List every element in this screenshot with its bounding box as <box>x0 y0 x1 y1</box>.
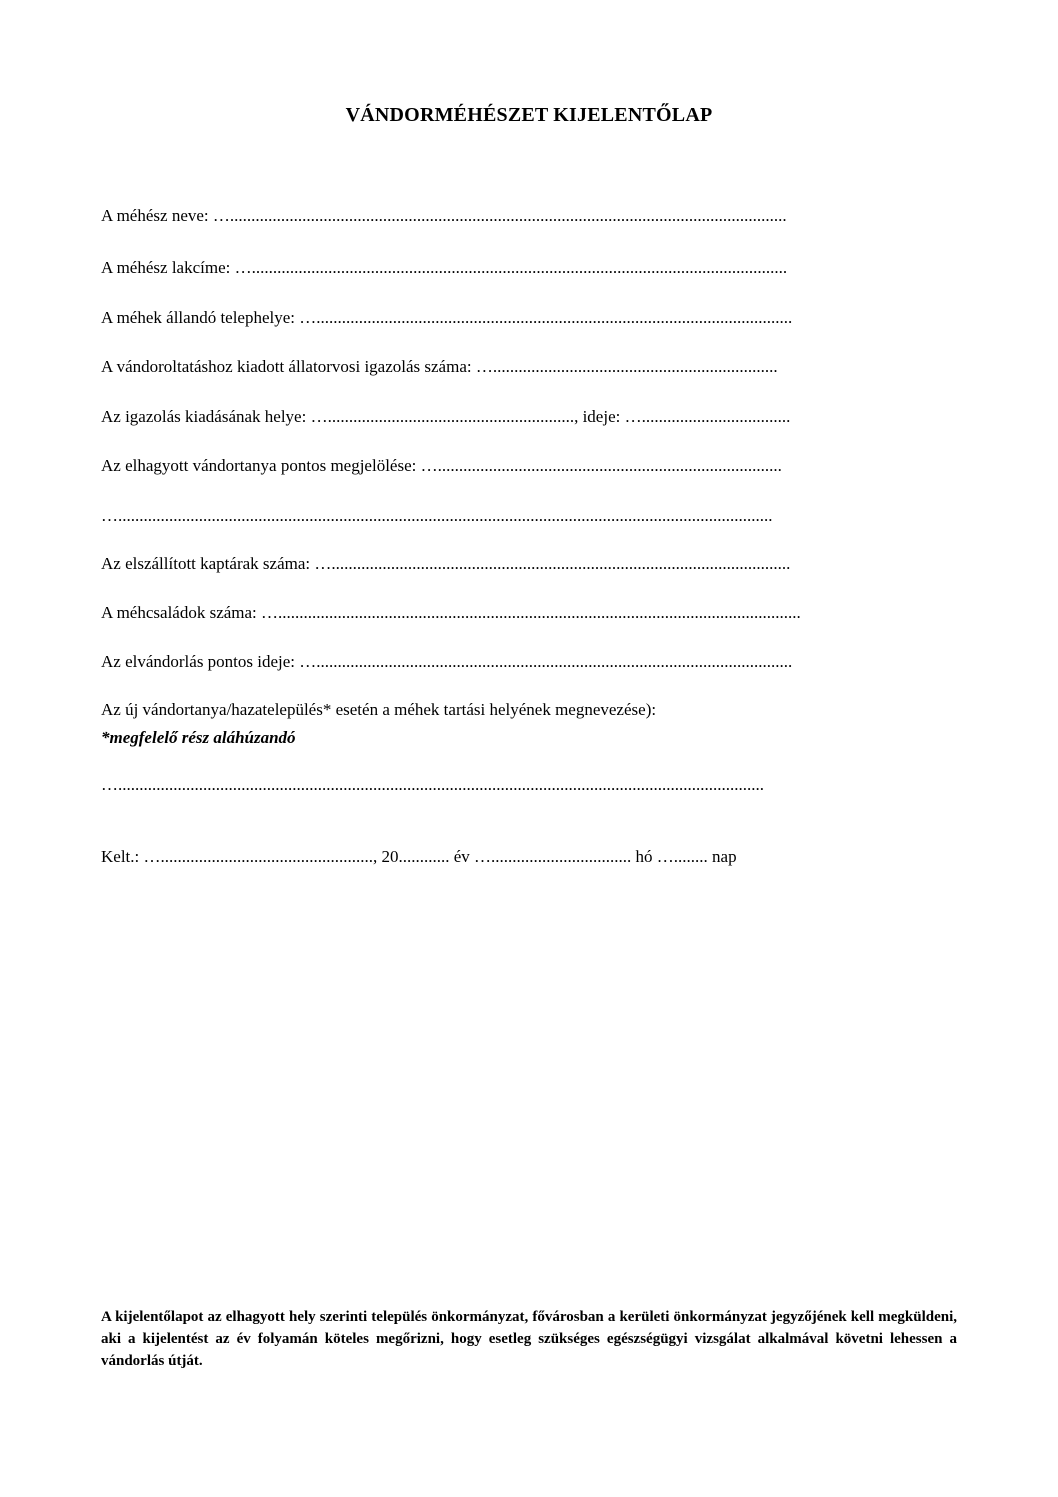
field-certificate-place-date: Az igazolás kiadásának helye: ….........................................................., ideje: …................................... <box>101 407 791 426</box>
field-abandoned-site: Az elhagyott vándortanya pontos megjelölése: …................................................................................. <box>101 456 782 475</box>
date-line: Kelt.: ….................................................., 20............ év …................................. hó …........ nap <box>101 847 737 866</box>
underline-note: *megfelelő rész aláhúzandó <box>101 728 296 747</box>
field-abandoned-site-continued: ….......................................................................................................................................................... <box>101 506 773 525</box>
page-title: VÁNDORMÉHÉSZET KIJELENTŐLAP <box>345 104 713 126</box>
field-new-site-blank: …........................................................................................................................................................ <box>101 775 764 794</box>
field-beekeeper-address: A méhész lakcíme: ….............................................................................................................................. <box>101 258 788 277</box>
field-permanent-site: A méhek állandó telephelye: …................................................................................................................ <box>101 308 793 327</box>
field-new-site: Az új vándortanya/hazatelepülés* esetén a méhek tartási helyének megnevezése): <box>101 700 657 719</box>
footer-instructions: A kijelentőlapot az elhagyott hely szerinti település önkormányzat, fővárosban a kerületi önkormányzat jegyzőjének kell megküldeni, aki a kijelentést az év folyamán köteles megőrizni, hogy esetleg szükséges egészségügyi vizsgálat alkalmával követni lehessen a vándorlás útját. <box>101 1309 957 1369</box>
field-hive-count: Az elszállított kaptárak száma: …............................................................................................................ <box>101 554 791 573</box>
field-departure-time: Az elvándorlás pontos ideje: …................................................................................................................ <box>101 652 793 671</box>
field-colony-count: A méhcsaládok száma: …........................................................................................................................... <box>101 603 801 622</box>
field-vet-certificate-number: A vándoroltatáshoz kiadott állatorvosi igazolás száma: …................................................................... <box>101 357 778 376</box>
field-beekeeper-name: A méhész neve: …................................................................................................................................... <box>101 206 787 225</box>
